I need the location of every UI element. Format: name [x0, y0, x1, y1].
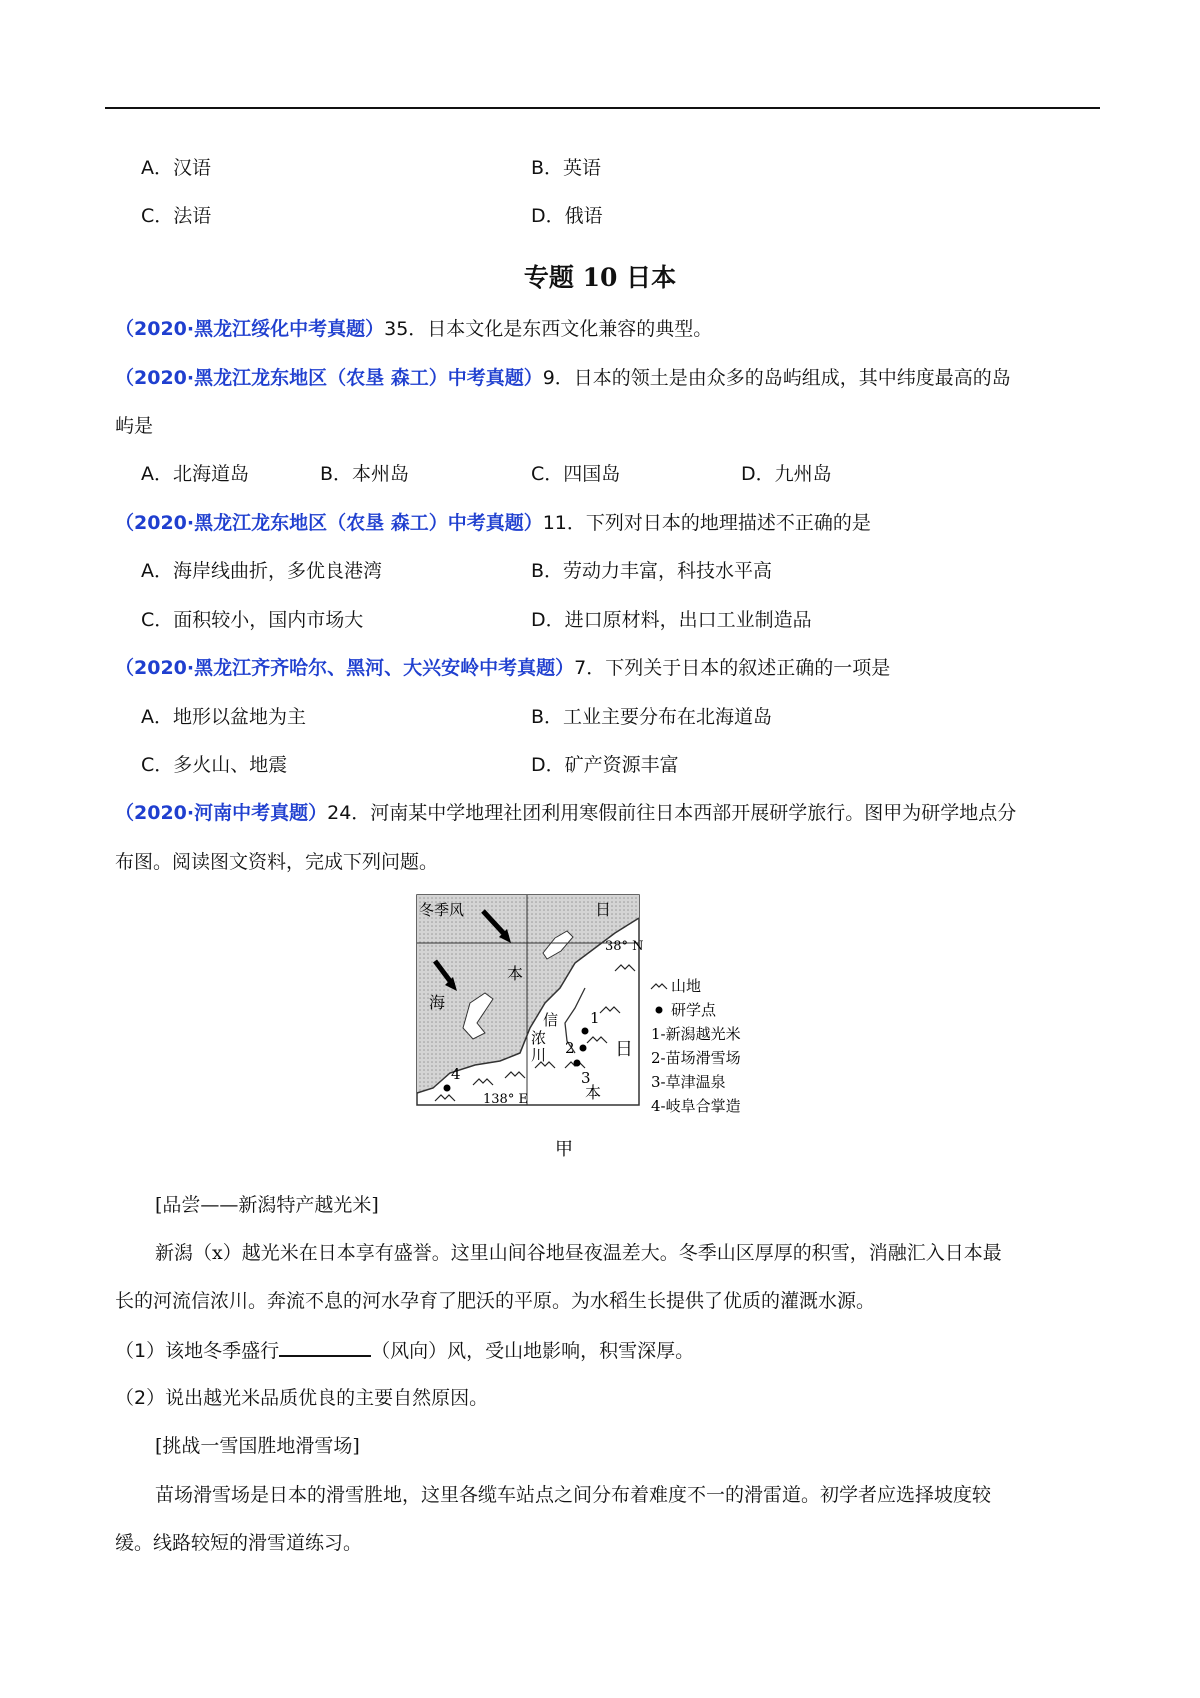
legend-item: 研学点 — [671, 1001, 717, 1019]
label-river-2: 浓 — [531, 1029, 547, 1047]
question-9: （2020·黑龙江龙东地区（农垦 森工）中考真题）9．日本的领土是由众多的岛屿组成，其中纬度最高的岛 — [115, 367, 1011, 389]
q9-option-a: A．北海道岛 — [141, 463, 250, 485]
section2-paragraph-line1: 苗场滑雪场是日本的滑雪胜地，这里各缆车站点之间分布着难度不一的滑雷道。初学者应选择坡度较 — [155, 1484, 992, 1506]
question-35: （2020·黑龙江绥化中考真题）35．日本文化是东西文化兼容的典型。 — [115, 318, 713, 340]
label-ben-top: 本 — [507, 964, 524, 983]
label-point-2: 2 — [565, 1039, 575, 1057]
q7-option-d: D．矿产资源丰富 — [531, 754, 679, 776]
legend-item: 山地 — [671, 977, 702, 995]
map-legend — [651, 977, 741, 1115]
study-point-4 — [444, 1085, 451, 1092]
legend-item: 3-草津温泉 — [651, 1073, 726, 1091]
prev-option-d: D．俄语 — [531, 205, 603, 227]
question-24: （2020·河南中考真题）24．河南某中学地理社团利用寒假前往日本西部开展研学旅行。图甲为研学地点分 — [115, 802, 1017, 824]
label-lat: 38° N — [605, 939, 644, 954]
section2-title: [挑战一雪国胜地滑雪场] — [155, 1435, 360, 1457]
study-point-3 — [574, 1060, 581, 1067]
legend-item: 1-新潟越光米 — [651, 1025, 741, 1043]
section1-paragraph-line2: 长的河流信浓川。奔流不息的河水孕育了肥沃的平原。为水稻生长提供了优质的灌溉水源。 — [115, 1290, 876, 1312]
label-river-1: 信 — [543, 1011, 559, 1029]
question-9-cont: 屿是 — [115, 415, 154, 437]
q11-option-b: B．劳动力丰富，科技水平高 — [531, 560, 773, 582]
label-point-3: 3 — [581, 1069, 591, 1087]
question-source: （2020·黑龙江龙东地区（农垦 森工）中考真题） — [115, 512, 543, 534]
legend-point-icon — [656, 1007, 663, 1014]
q11-option-a: A．海岸线曲折，多优良港湾 — [141, 560, 383, 582]
label-land-ri: 日 — [615, 1039, 633, 1060]
label-land-ben: 本 — [585, 1083, 602, 1102]
label-sea-ri: 日 — [595, 900, 612, 919]
q11-option-d: D．进口原材料，出口工业制造品 — [531, 609, 812, 631]
label-lon: 138° E — [483, 1092, 528, 1107]
study-point-2 — [580, 1045, 587, 1052]
q7-option-a: A．地形以盆地为主 — [141, 706, 307, 728]
q11-option-c: C．面积较小，国内市场大 — [141, 609, 364, 631]
q9-option-c: C．四国岛 — [531, 463, 621, 485]
prev-option-b: B．英语 — [531, 157, 602, 179]
question-source: （2020·黑龙江绥化中考真题） — [115, 318, 385, 340]
label-winter-wind: 冬季风 — [419, 901, 465, 919]
q7-option-c: C．多火山、地震 — [141, 754, 288, 776]
question-source: （2020·黑龙江龙东地区（农垦 森工）中考真题） — [115, 367, 543, 389]
japan-study-map — [415, 893, 785, 1163]
q9-option-b: B．本州岛 — [320, 463, 410, 485]
answer-blank[interactable] — [279, 1337, 371, 1357]
label-point-4: 4 — [451, 1065, 461, 1083]
question-7: （2020·黑龙江齐齐哈尔、黑河、大兴安岭中考真题）7．下列关于日本的叙述正确的一项是 — [115, 657, 891, 679]
section1-paragraph-line1: 新潟（x）越光米在日本享有盛誉。这里山间谷地昼夜温差大。冬季山区厚厚的积雪，消融汇入日本最 — [155, 1242, 1002, 1264]
legend-mountain-icon — [651, 984, 667, 989]
q7-option-b: B．工业主要分布在北海道岛 — [531, 706, 773, 728]
question-source: （2020·河南中考真题） — [115, 802, 328, 824]
section2-paragraph-line2: 缓。线路较短的滑雪道练习。 — [115, 1532, 363, 1554]
sub-question-1: （1）该地冬季盛行 （风向）风，受山地影响，积雪深厚。 — [115, 1337, 694, 1364]
label-point-1: 1 — [590, 1009, 600, 1027]
prev-option-c: C．法语 — [141, 205, 212, 227]
header-rule — [105, 107, 1100, 109]
q9-option-d: D．九州岛 — [741, 463, 832, 485]
label-river-3: 川 — [531, 1046, 547, 1064]
sub-question-2: （2）说出越光米品质优良的主要自然原因。 — [115, 1387, 489, 1409]
legend-item: 4-岐阜合掌造 — [651, 1097, 741, 1115]
page-title: 专题 10 日本 — [523, 263, 677, 292]
study-point-1 — [582, 1028, 589, 1035]
question-24-cont: 布图。阅读图文资料，完成下列问题。 — [115, 851, 439, 873]
legend-item: 2-苗场滑雪场 — [651, 1049, 741, 1067]
question-11: （2020·黑龙江龙东地区（农垦 森工）中考真题）11．下列对日本的地理描述不正确的是 — [115, 512, 871, 534]
figure-caption: 甲 — [555, 1139, 573, 1160]
prev-option-a: A．汉语 — [141, 157, 212, 179]
section1-title: [品尝——新潟特产越光米] — [155, 1194, 379, 1216]
question-source: （2020·黑龙江齐齐哈尔、黑河、大兴安岭中考真题） — [115, 657, 575, 679]
label-sea-hai: 海 — [429, 993, 446, 1012]
